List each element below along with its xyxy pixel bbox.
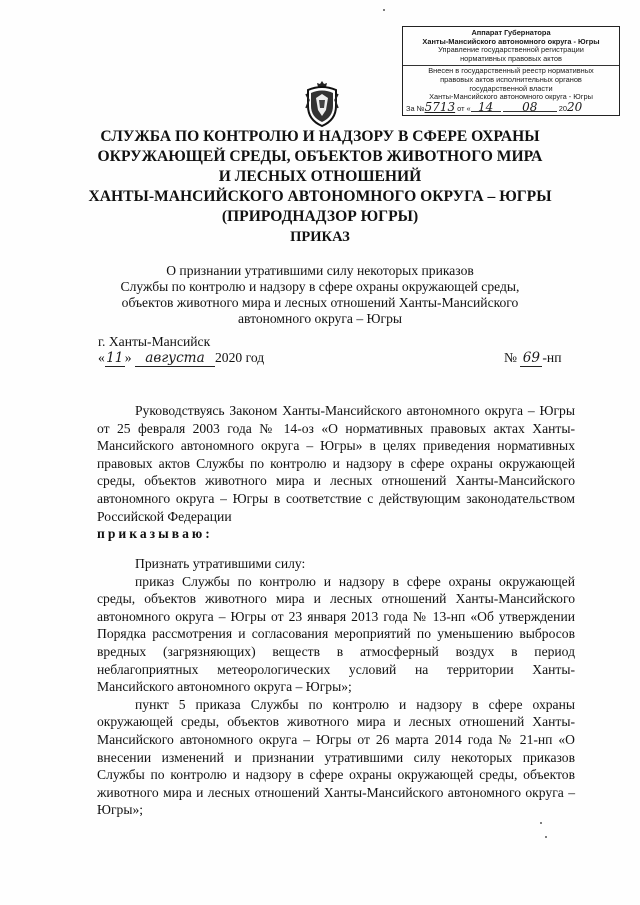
stamp-reg-prefix: За № bbox=[406, 103, 425, 113]
stamp-line: государственной власти bbox=[469, 83, 553, 93]
stamp-registration-line bbox=[406, 99, 616, 114]
body-intro: Признать утратившими силу: bbox=[135, 556, 306, 571]
stamp-reg-year: 20 bbox=[567, 99, 583, 114]
coat-of-arms-icon bbox=[302, 80, 342, 128]
subject-line: объектов животного мира и лесных отношений Ханты-Мансийского bbox=[121, 295, 519, 310]
registration-stamp bbox=[402, 26, 620, 116]
stamp-line: Ханты-Мансийского автономного округа - Югры bbox=[422, 36, 600, 46]
document-subject bbox=[90, 263, 550, 327]
date-day: 11 bbox=[106, 350, 124, 366]
header-line: (ПРИРОДНАДЗОР ЮГРЫ) bbox=[221, 208, 419, 225]
document-title: ПРИКАЗ bbox=[290, 229, 350, 245]
stamp-reg-year-prefix: 20 bbox=[558, 103, 568, 113]
date-year: 2020 год bbox=[215, 350, 265, 365]
scan-speck bbox=[545, 836, 547, 838]
scan-speck bbox=[383, 9, 385, 11]
order-verb: приказываю: bbox=[97, 526, 213, 542]
header-line: И ЛЕСНЫХ ОТНОШЕНИЙ bbox=[218, 168, 422, 185]
issue-date bbox=[98, 350, 264, 367]
subject-line: автономного округа – Югры bbox=[237, 311, 403, 326]
stamp-line: правовых актов исполнительных органов bbox=[440, 74, 582, 84]
stamp-line: Внесен в государственный реестр нормативных bbox=[428, 66, 594, 76]
number-prefix: № bbox=[504, 350, 517, 365]
order-body bbox=[97, 555, 575, 819]
number-value: 69 bbox=[520, 350, 542, 367]
preamble-paragraph bbox=[97, 402, 575, 543]
subject-line: О признании утратившими силу некоторых приказов bbox=[166, 263, 474, 278]
stamp-line: Аппарат Губернатора bbox=[471, 28, 551, 37]
agency-header bbox=[60, 127, 580, 227]
stamp-line: Ханты-Мансийского автономного округа - Югры bbox=[429, 92, 593, 102]
preamble-text: Руководствуясь Законом Ханты-Мансийского автономного округа – Югры от 25 февраля 2003 года № 14-оз «О нормативных правовых актах Ханты-Мансийского автономного округа – Югры» в целях приведения нормативных правовых актов Службы по контролю и надзору в сфере охраны окружающей среды, объектов животного мира и лесных отношений Ханты-Мансийского автономного округа – Югры в соответствие с действующим законодательством Российской Федерации bbox=[97, 403, 575, 524]
subject-line: Службы по контролю и надзору в сфере охраны окружающей среды, bbox=[120, 279, 520, 294]
header-line: СЛУЖБА ПО КОНТРОЛЮ И НАДЗОРУ В СФЕРЕ ОХРАНЫ bbox=[100, 128, 540, 145]
date-month: августа bbox=[135, 350, 215, 367]
header-line: ОКРУЖАЮЩЕЙ СРЕДЫ, ОБЪЕКТОВ ЖИВОТНОГО МИРА bbox=[97, 148, 543, 165]
stamp-reg-number: 5713 bbox=[424, 99, 456, 114]
document-number bbox=[504, 350, 561, 367]
body-item: пункт 5 приказа Службы по контролю и надзору в сфере охраны окружающей среды, объектов животного мира и лесных отношений Ханты-Мансийского автономного округа – Югры от 26 марта 2014 года № 21-нп «О внесении изменений и признании утратившими силу некоторых приказов Службы по контролю и надзору в сфере охраны окружающей среды, объектов животного мира и лесных отношений Ханты-Мансийского автономного округа – Югры»; bbox=[97, 696, 575, 818]
stamp-reg-month: 08 bbox=[503, 103, 557, 113]
stamp-reg-day: 14 bbox=[471, 103, 501, 113]
stamp-line: нормативных правовых актов bbox=[460, 53, 562, 63]
date-close-quote: » bbox=[124, 350, 132, 365]
date-open-quote: « bbox=[98, 350, 105, 365]
header-line: ХАНТЫ-МАНСИЙСКОГО АВТОНОМНОГО ОКРУГА – ЮГРЫ bbox=[88, 188, 552, 205]
place-of-issue: г. Ханты-Мансийск bbox=[98, 334, 211, 349]
body-item: приказ Службы по контролю и надзору в сфере охраны окружающей среды, объектов животного мира и лесных отношений Ханты-Мансийского автономного округа – Югры от 23 января 2013 года № 13-нп «Об утверждении Порядка рассмотрения и согласования мероприятий по уменьшению выбросов вредных (загрязняющих) веществ в атмосферный воздух в период неблагоприятных метеорологических условий на территории Ханты-Мансийского автономного округа – Югры»; bbox=[97, 573, 575, 695]
stamp-line: Управление государственной регистрации bbox=[438, 45, 584, 55]
scan-speck bbox=[540, 822, 542, 824]
number-suffix: -нп bbox=[542, 350, 562, 365]
stamp-reg-from: от « bbox=[457, 103, 471, 113]
